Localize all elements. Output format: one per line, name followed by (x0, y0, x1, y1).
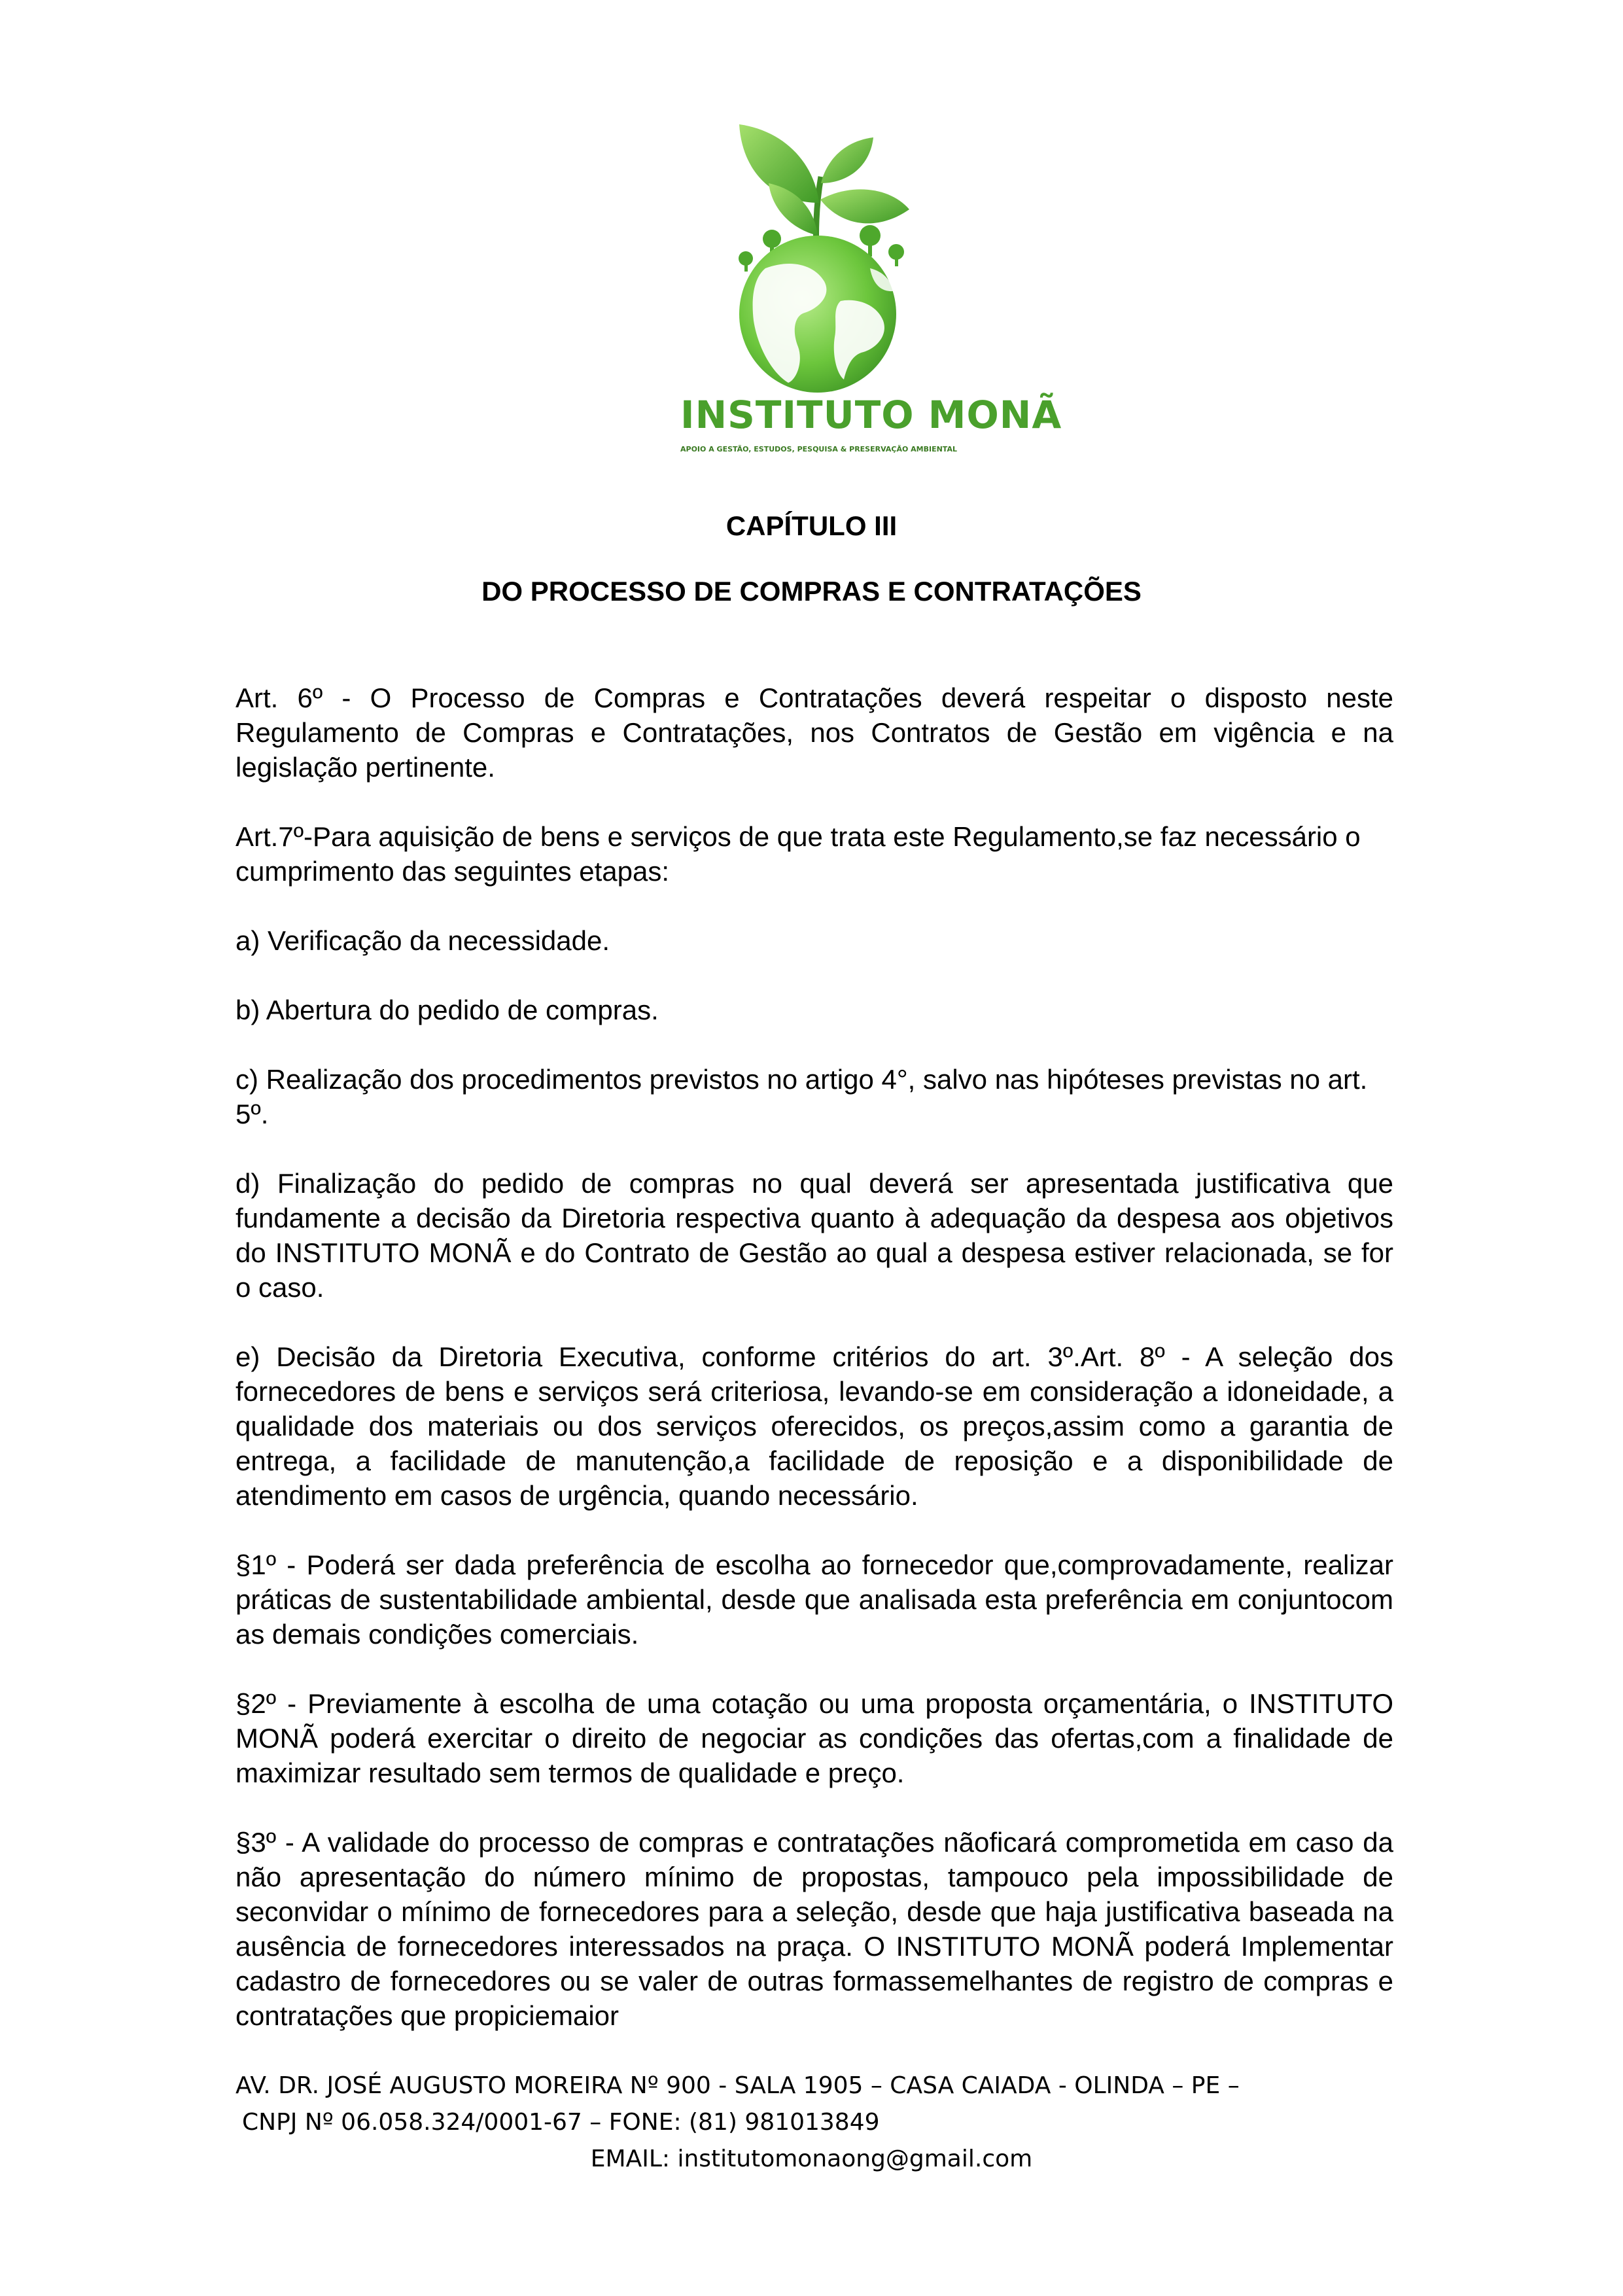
paragraph-section-2: §2º - Previamente à escolha de uma cotação ou uma proposta orçamentária, o INSTITUTO MONÃ poderá exercitar o direito de negociar as condições das ofertas,com a finalidade de maximizar resultado sem termos de qualidade e preço. (236, 1688, 1393, 1788)
document-body (236, 680, 1393, 2033)
footer-address: AV. DR. JOSÉ AUGUSTO MOREIRA Nº 900 - SALA 1905 – CASA CAIADA - OLINDA – PE – (236, 2072, 1240, 2099)
logo-title: INSTITUTO MONÃ (680, 393, 1062, 437)
chapter-title: DO PROCESSO DE COMPRAS E CONTRATAÇÕES (481, 576, 1142, 607)
footer-cnpj-phone: CNPJ Nº 06.058.324/0001-67 – FONE: (81) 981013849 (242, 2109, 880, 2136)
chapter-heading: CAPÍTULO III (725, 510, 898, 541)
institute-logo (680, 105, 1062, 471)
paragraph-item-e-art8: e) Decisão da Diretoria Executiva, conforme critérios do art. 3º.Art. 8º - A seleção dos fornecedores de bens e serviços será criteriosa, levando-se em consideração a idoneidade, a qualidade dos materiais ou dos serviços oferecidos, os preços,assim como a garantia de entrega, a facilidade de manutenção,a facilidade de reposição e a disponibilidade de atendimento em casos de urgência, quando necessário. (236, 1341, 1393, 1511)
footer-email: EMAIL: institutomonaong@gmail.com (590, 2146, 1033, 2172)
paragraph-section-1: §1º - Poderá ser dada preferência de escolha ao fornecedor que,comprovadamente, realizar práticas de sustentabilidade ambiental, desde que analisada esta preferência em conjuntocom as demais condições comerciais. (236, 1549, 1393, 1650)
paragraph-item-d: d) Finalização do pedido de compras no qual deverá ser apresentada justificativa que fundamente a decisão da Diretoria respectiva quanto à adequação da despesa aos objetivos do INSTITUTO MONÃ e do Contrato de Gestão ao qual a despesa estiver relacionada, se for o caso. (236, 1168, 1393, 1303)
globe-with-sprout-icon (680, 105, 955, 393)
paragraph-art6: Art. 6º - O Processo de Compras e Contratações deverá respeitar o disposto neste Regulamento de Compras e Contratações, nos Contratos de Gestão em vigência e na legislação pertinente. (236, 682, 1393, 783)
paragraph-item-b: b) Abertura do pedido de compras. (236, 995, 659, 1025)
paragraph-item-c: c) Realização dos procedimentos previstos no artigo 4°, salvo nas hipóteses previstas no art. 5º. (236, 1064, 1368, 1129)
paragraph-item-a: a) Verificação da necessidade. (236, 925, 610, 956)
paragraph-art7: Art.7º-Para aquisição de bens e serviços de que trata este Regulamento,se faz necessário o cumprimento das seguintes etapas: (236, 821, 1361, 887)
paragraph-section-3: §3º - A validade do processo de compras e contratações nãoficará comprometida em caso da não apresentação do número mínimo de propostas, tampouco pela impossibilidade de seconvidar o mínimo de fornecedores para a seleção, desde que haja justificativa baseada na ausência de fornecedores interessados na praça. O INSTITUTO MONÃ poderá Implementar cadastro de fornecedores ou se valer de outras formassemelhantes de registro de compras e contratações que propiciemaior (236, 1827, 1393, 2031)
logo-subtitle: APOIO A GESTÃO, ESTUDOS, PESQUISA & PRESERVAÇÃO AMBIENTAL (680, 445, 957, 453)
